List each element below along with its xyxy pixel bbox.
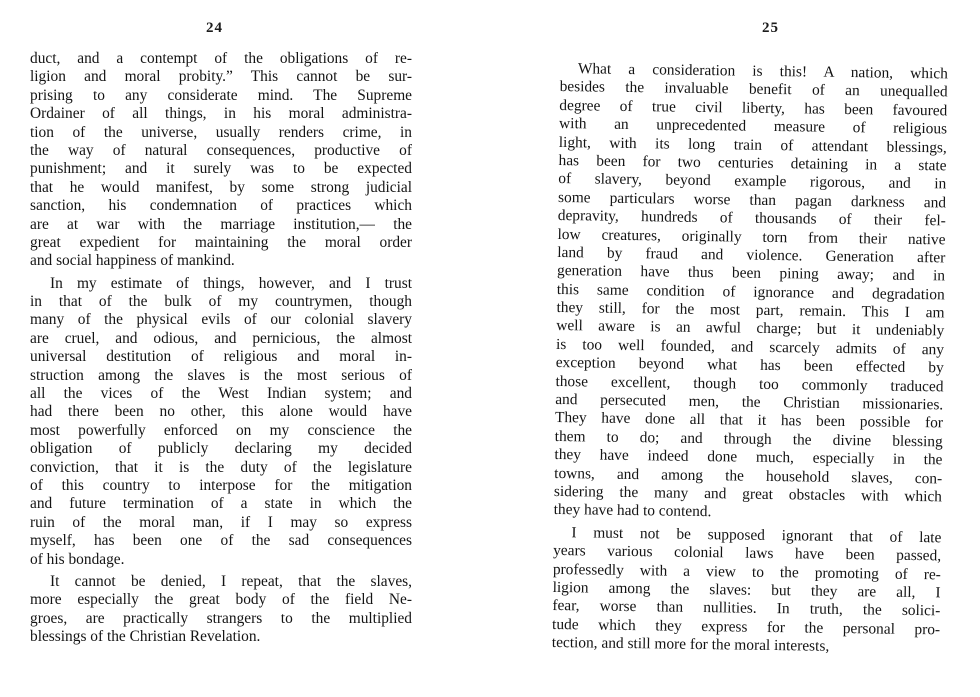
text-line: they still, for the most part, remain. This I am	[556, 299, 945, 322]
text-line: that he would manifest, by some strong judicial	[30, 178, 412, 196]
page-number-right: 25	[762, 20, 779, 36]
text-line: fear, worse than nullities. In truth, the solici-	[552, 597, 941, 620]
text-line: many of the physical evils of our colonial slavery	[30, 311, 412, 329]
text-line: years various colonial laws have been passed,	[553, 542, 942, 565]
text-line: all the vices of the West Indian system; and	[30, 385, 412, 403]
text-line: and social happiness of mankind.	[30, 252, 235, 270]
text-line: most powerfully enforced on my conscience the	[30, 421, 412, 439]
text-line: of slavery, beyond example rigorous, and in	[558, 170, 947, 193]
text-line: with an unprecedented measure of religious	[558, 115, 948, 138]
text-line: the way of natural consequences, productive of	[30, 141, 412, 159]
text-line: land by fraud and violence. Generation after	[557, 243, 946, 267]
right-page-body	[552, 60, 948, 662]
text-line: those excellent, though too commonly traduced	[555, 372, 944, 396]
text-line: professedly with a view to the promoting of re-	[552, 560, 941, 583]
text-line: groes, are practically strangers to the multiplied	[30, 609, 412, 627]
text-line: more especially the great body of the field Ne-	[30, 591, 412, 609]
text-line: I must not be supposed ignorant that of late	[571, 523, 942, 547]
text-line: some particulars worse than pagan darkness and	[557, 188, 947, 212]
text-line: ligion and moral probity.” This cannot be sur-	[30, 68, 412, 86]
text-line: well aware is an awful charge; but it undeniably	[556, 317, 945, 340]
text-line: generation have thus been pining away; and in	[556, 262, 946, 285]
text-line: tude which they express for the personal pro-	[552, 615, 941, 639]
paragraph	[554, 60, 948, 525]
text-line: What a consideration is this! A nation, which	[577, 60, 948, 83]
text-line: them to do; and through the divine blessing	[554, 427, 943, 451]
text-line: light, with its long train of attendant blessings,	[558, 133, 947, 156]
paragraph	[30, 275, 412, 569]
text-line: low creatures, originally torn from their native	[557, 225, 946, 248]
text-line: great expedient for maintaining the moral order	[30, 233, 412, 251]
text-line: they have had to contend.	[553, 501, 712, 521]
text-line: It cannot be denied, I repeat, that the slaves,	[50, 572, 412, 590]
text-line: besides the invaluable benefit of an unequalled	[559, 78, 948, 101]
text-line: degree of true civil liberty, has been favoured	[559, 96, 948, 120]
text-line: duct, and a contempt of the obligations of re-	[30, 50, 412, 67]
text-line: and future termination of a state in which the	[30, 495, 412, 513]
text-line: exception beyond what has been effected by	[555, 354, 944, 377]
text-line: this same condition of ignorance and degradation	[556, 280, 945, 304]
text-line: of this country to interpose for the mitigation	[30, 476, 412, 494]
text-line: has been for two centuries detaining in a state	[558, 151, 947, 175]
text-line: punishment; and it surely was to be expected	[30, 160, 412, 178]
text-line: is too well founded, and scarcely admits of any	[555, 335, 945, 359]
text-line: they have indeed done much, especially in the	[554, 446, 943, 469]
text-line: ligion among the slaves: but they are all, I	[552, 578, 941, 602]
text-line: conviction, that it is the duty of the legislature	[30, 458, 412, 476]
text-line: ruin of the moral man, if I may so express	[30, 513, 412, 531]
text-line: prising to any considerate mind. The Supreme	[30, 86, 412, 104]
text-line: sidering the many and great obstacles with which	[553, 482, 943, 506]
text-line: obligation of publicly declaring my decided	[30, 440, 412, 458]
text-line: had there been no other, this alone would have	[30, 403, 412, 421]
text-line: are cruel, and odious, and pernicious, the almost	[30, 329, 412, 347]
text-line: in that of the bulk of my countrymen, though	[30, 293, 412, 311]
text-line: tection, and still more for the moral interests,	[551, 634, 830, 655]
text-line: myself, has been one of the sad consequences	[30, 532, 412, 550]
text-line: towns, and among the household slaves, con-	[554, 464, 943, 487]
paragraph	[552, 524, 942, 658]
text-line: struction among the slaves is the most serious of	[30, 366, 412, 384]
text-line: depravity, hundreds of thousands of their fel-	[557, 207, 946, 230]
text-line: blessings of the Christian Revelation.	[30, 628, 261, 646]
paragraph	[30, 573, 412, 647]
left-page-body	[30, 50, 412, 651]
page-number-left: 24	[206, 20, 223, 36]
text-line: universal destitution of religious and moral in-	[30, 348, 412, 366]
text-line: tion of the universe, usually renders crime, in	[30, 123, 412, 141]
text-line: sanction, his condemnation of practices which	[30, 197, 412, 215]
text-line: of his bondage.	[30, 550, 125, 568]
text-line: are at war with the marriage institution,— the	[30, 215, 412, 233]
text-line: They have done all that it has been possible for	[554, 409, 944, 432]
text-line: and persecuted men, the Christian missionaries.	[555, 390, 944, 414]
text-line: In my estimate of things, however, and I trust	[50, 274, 412, 292]
text-line: Ordainer of all things, in his moral administra-	[30, 105, 412, 123]
paragraph	[30, 50, 412, 271]
